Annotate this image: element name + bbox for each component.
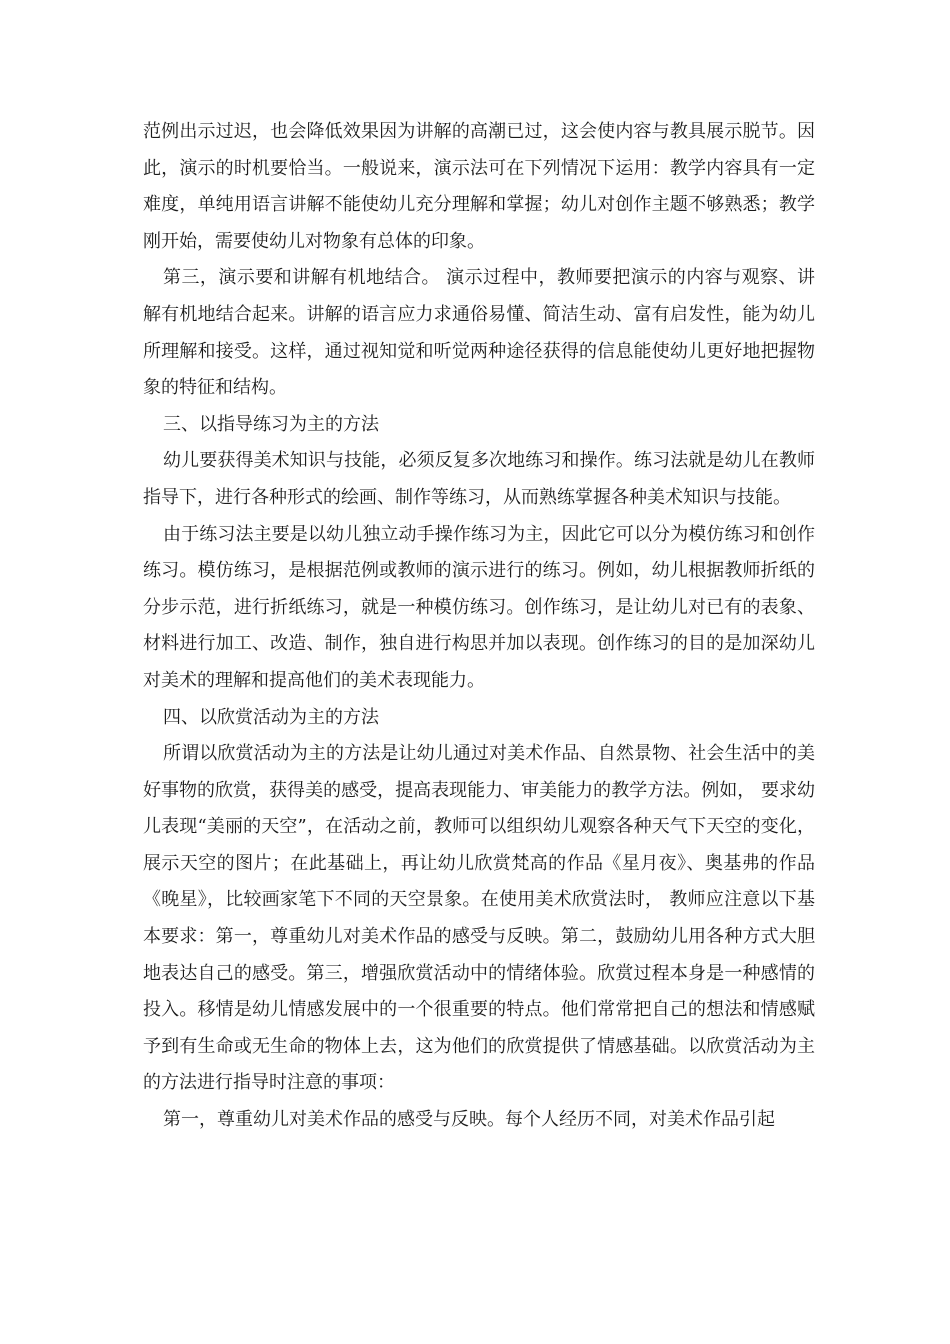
paragraph-appreciation-intro: 所谓以欣赏活动为主的方法是让幼儿通过对美术作品、自然景物、社会生活中的美好事物的欣赏，获得美的感受，提高表现能力、审美能力的教学方法。例如， 要求幼儿表现“美丽的天空”，在活动之前，教师可以组织幼儿观察各种天气下天空的变化，展示天空的图片；在此基础上，再让幼儿欣赏梵高的作品《星月夜》、奥基弗的作品《晚星》，比较画家笔下不同的天空景象。在使用美术欣赏法时， 教师应注意以下基本要求：第一，尊重幼儿对美术作品的感受与反映。第二，鼓励幼儿用各种方式大胆地表达自己的感受。第三，增强欣赏活动中的情绪体验。欣赏过程本身是一种感情的投入。移情是幼儿情感发展中的一个很重要的特点。他们常常把自己的想法和情感赋予到有生命或无生命的物体上去，这为他们的欣赏提供了情感基础。以欣赏活动为主的方法进行指导时注意的事项：: [143, 743, 815, 1094]
section-heading-appreciation: 四、以欣赏活动为主的方法: [163, 706, 379, 728]
paragraph-demo-explain: 第三，演示要和讲解有机地结合。 演示过程中，教师要把演示的内容与观察、讲解有机地结合起来。讲解的语言应力求通俗易懂、简洁生动、富有启发性，能为幼儿所理解和接受。这样，通过视知觉和听觉两种途径获得的信息能使幼儿更好地把握物象的特征和结构。: [143, 267, 815, 399]
paragraph-appreciation-first: 第一，尊重幼儿对美术作品的感受与反映。每个人经历不同，对美术作品引起: [163, 1109, 775, 1131]
section-heading-practice: 三、以指导练习为主的方法: [163, 413, 379, 435]
document-body: [143, 114, 815, 1139]
paragraph-demo-timing: 范例出示过迟，也会降低效果因为讲解的高潮已过，这会使内容与教具展示脱节。因此，演示的时机要恰当。一般说来，演示法可在下列情况下运用：教学内容具有一定难度，单纯用语言讲解不能使幼儿充分理解和掌握；幼儿对创作主题不够熟悉；教学刚开始，需要使幼儿对物象有总体的印象。: [143, 121, 815, 252]
paragraph-practice-intro: 幼儿要获得美术知识与技能，必须反复多次地练习和操作。练习法就是幼儿在教师指导下，进行各种形式的绘画、制作等练习，从而熟练掌握各种美术知识与技能。: [143, 450, 815, 508]
paragraph-practice-types: 由于练习法主要是以幼儿独立动手操作练习为主，因此它可以分为模仿练习和创作练习。模仿练习，是根据范例或教师的演示进行的练习。例如，幼儿根据教师折纸的分步示范，进行折纸练习，就是一种模仿练习。创作练习，是让幼儿对已有的表象、材料进行加工、改造、制作，独自进行构思并加以表现。创作练习的目的是加深幼儿对美术的理解和提高他们的美术表现能力。: [143, 523, 815, 691]
